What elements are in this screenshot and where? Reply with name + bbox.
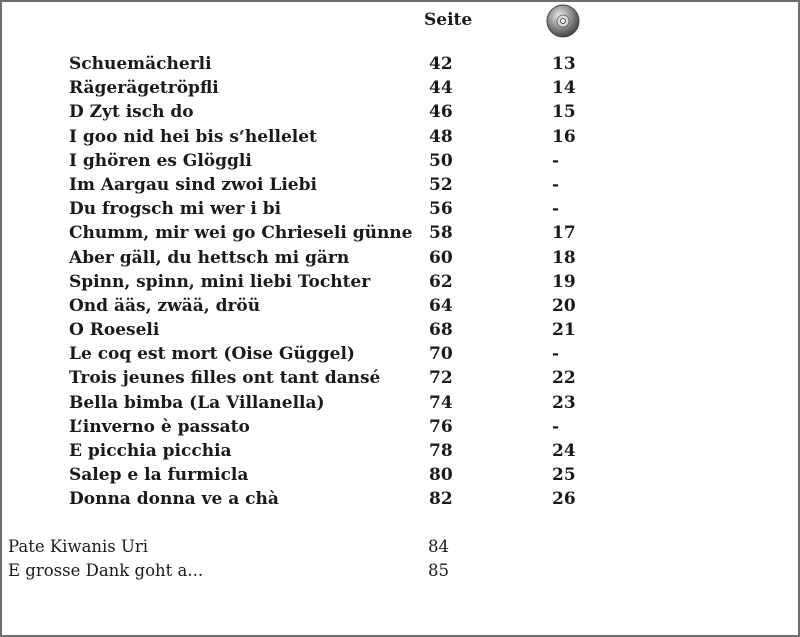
song-row <box>0 342 800 366</box>
song-title: Aber gäll, du hettsch mi gärn <box>69 247 350 268</box>
song-row <box>0 197 800 221</box>
song-title: Chumm, mir wei go Chrieseli günne <box>69 223 413 244</box>
song-page-number: 78 <box>429 441 453 461</box>
song-cd-track: 23 <box>552 392 576 413</box>
extra-row <box>0 559 800 583</box>
song-title: Ond ääs, zwää, dröü <box>69 295 261 316</box>
song-page-number: 74 <box>429 392 453 413</box>
song-page-number: 42 <box>429 54 453 74</box>
song-row <box>0 439 800 463</box>
song-cd-track: 16 <box>552 126 576 147</box>
song-cd-track: 24 <box>552 441 576 461</box>
song-row <box>0 246 800 270</box>
song-title: O Roeseli <box>69 320 160 341</box>
extra-row <box>0 535 800 559</box>
song-page-number: 76 <box>429 416 453 437</box>
song-cd-track: 15 <box>552 102 576 123</box>
song-row <box>0 149 800 173</box>
song-row <box>0 415 800 439</box>
song-row <box>0 173 800 197</box>
song-title: Im Aargau sind zwoi Liebi <box>69 174 317 195</box>
song-cd-track: 20 <box>552 295 576 316</box>
song-row <box>0 318 800 342</box>
extra-page-number: 84 <box>428 537 449 556</box>
song-title: Salep e la furmicla <box>69 465 249 486</box>
song-title: Trois jeunes filles ont tant dansé <box>69 368 381 389</box>
song-row <box>0 76 800 100</box>
song-page-number: 58 <box>429 223 453 244</box>
song-row <box>0 294 800 318</box>
song-page-number: 60 <box>429 247 453 268</box>
song-page-number: 44 <box>429 78 453 99</box>
song-cd-track: - <box>552 416 560 437</box>
song-cd-track: 19 <box>552 271 576 292</box>
song-cd-track: 25 <box>552 465 576 486</box>
song-row <box>0 221 800 245</box>
extra-title: E grosse Dank goht a... <box>8 561 204 580</box>
song-page-number: 62 <box>429 271 453 292</box>
extras-list <box>0 535 800 583</box>
song-page-number: 80 <box>429 465 453 486</box>
song-row <box>0 52 800 76</box>
song-page-number: 64 <box>429 295 453 316</box>
song-title: Le coq est mort (Oise Güggel) <box>69 344 355 365</box>
song-page-number: 56 <box>429 199 453 220</box>
song-row <box>0 366 800 390</box>
song-row <box>0 487 800 511</box>
song-cd-track: 18 <box>552 247 576 268</box>
extra-page-number: 85 <box>428 561 449 580</box>
page-column-header: Seite <box>424 10 473 30</box>
song-cd-track: - <box>552 174 560 195</box>
song-cd-track: - <box>552 150 560 171</box>
song-cd-track: 14 <box>552 78 576 99</box>
song-cd-track: 13 <box>552 54 576 74</box>
song-title: Du frogsch mi wer i bi <box>69 199 282 220</box>
song-page-number: 48 <box>429 126 453 147</box>
song-title: E picchia picchia <box>69 441 232 461</box>
song-page-number: 70 <box>429 344 453 365</box>
song-row <box>0 463 800 487</box>
song-row <box>0 125 800 149</box>
song-page-number: 72 <box>429 368 453 389</box>
song-cd-track: 22 <box>552 368 576 389</box>
song-cd-track: - <box>552 199 560 220</box>
song-page-number: 50 <box>429 150 453 171</box>
song-row <box>0 391 800 415</box>
cd-icon <box>546 4 580 38</box>
extra-title: Pate Kiwanis Uri <box>8 537 149 556</box>
song-title: L‘inverno è passato <box>69 416 250 437</box>
song-title: I ghören es Glöggli <box>69 150 252 171</box>
song-title: Rägerägetröpfli <box>69 78 219 99</box>
song-list <box>0 52 800 512</box>
song-cd-track: - <box>552 344 560 365</box>
song-row <box>0 100 800 124</box>
song-page-number: 68 <box>429 320 453 341</box>
song-title: D Zyt isch do <box>69 102 194 123</box>
song-page-number: 52 <box>429 174 453 195</box>
song-title: I goo nid hei bis s‘hellelet <box>69 126 317 147</box>
song-cd-track: 26 <box>552 489 576 510</box>
song-title: Donna donna ve a chà <box>69 489 279 510</box>
song-cd-track: 21 <box>552 320 576 341</box>
song-page-number: 82 <box>429 489 453 510</box>
song-page-number: 46 <box>429 102 453 123</box>
song-title: Spinn, spinn, mini liebi Tochter <box>69 271 371 292</box>
song-cd-track: 17 <box>552 223 576 244</box>
song-title: Bella bimba (La Villanella) <box>69 392 325 413</box>
song-title: Schuemächerli <box>69 54 212 74</box>
song-row <box>0 270 800 294</box>
